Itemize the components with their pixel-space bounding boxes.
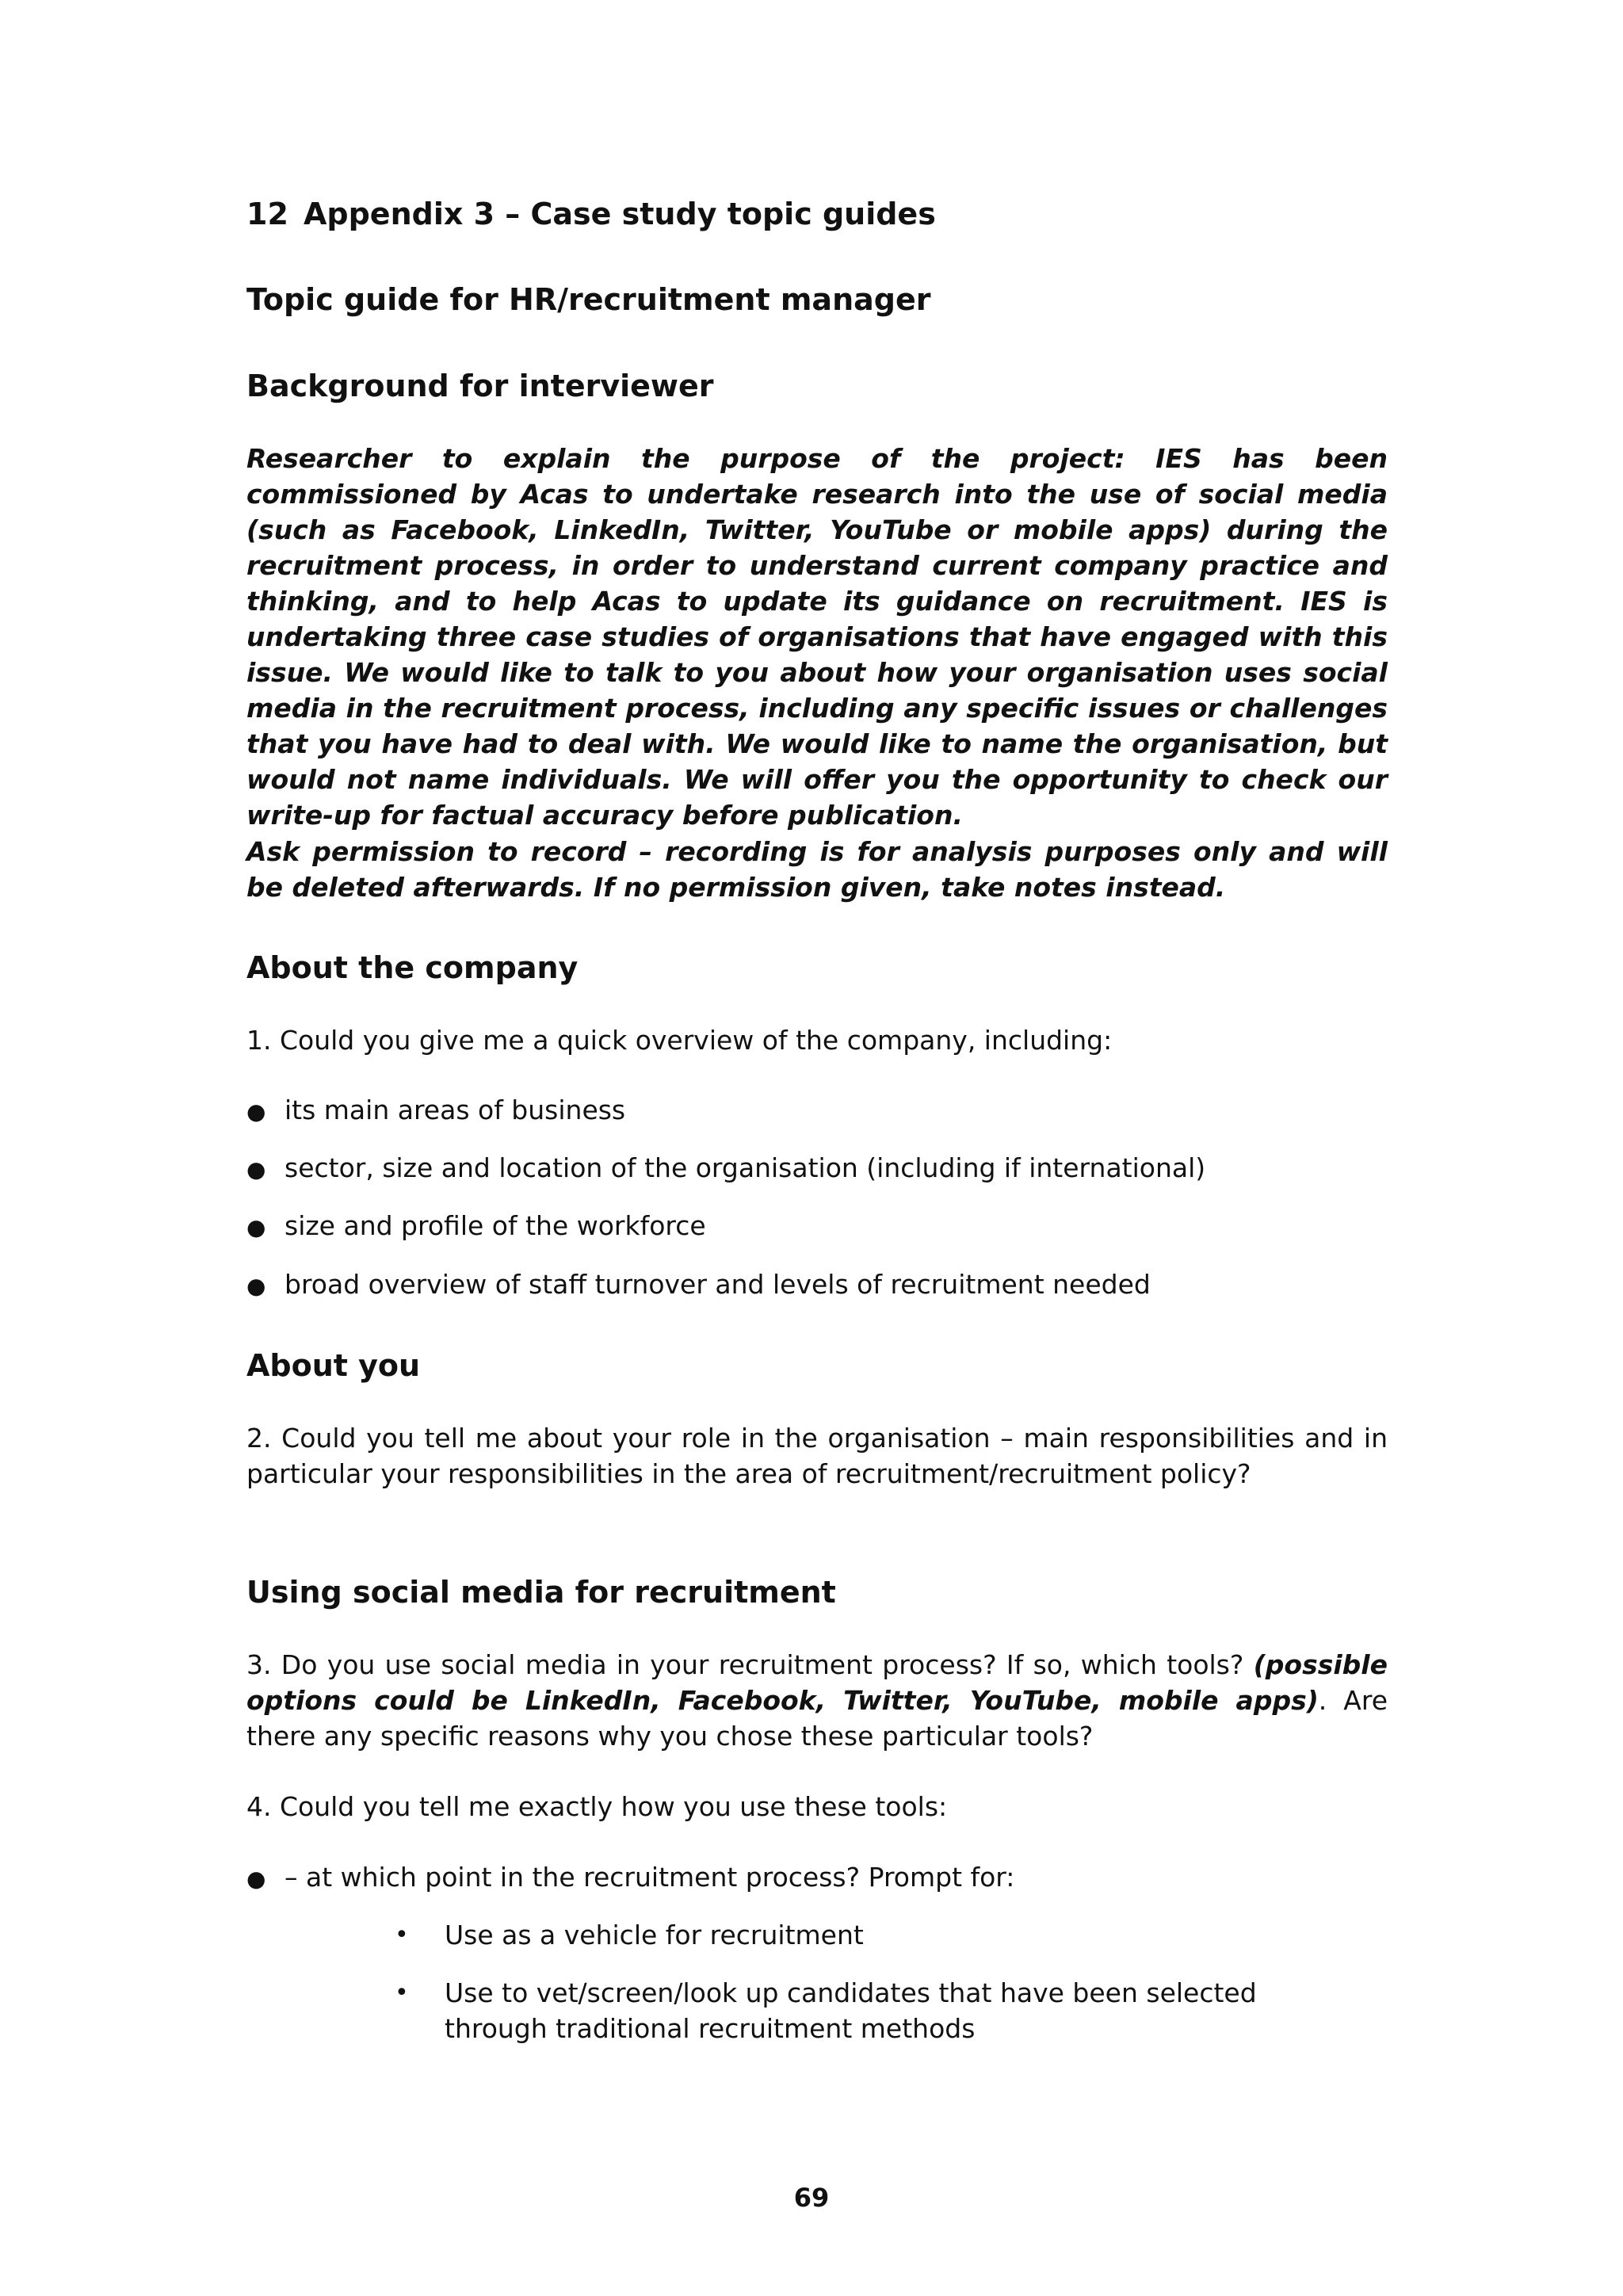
bullet-icon: ● (246, 1098, 266, 1125)
list-item: ● sector, size and location of the organisation (including if international) (246, 1150, 1388, 1187)
bullet-icon: ● (246, 1214, 266, 1240)
sub-bullet-icon: • (395, 1921, 409, 1949)
tool-options: (possible options could be LinkedIn, Facebook, Twitter, YouTube, mobile apps) (246, 1649, 1388, 1716)
question-1: 1. Could you give me a quick overview of the company, including: (246, 1025, 1113, 1056)
bullet-icon: ● (246, 1273, 266, 1299)
question-2: 2. Could you tell me about your role in the organisation – main responsibilities and in particular your responsibilities in the area of recruitment/recruitment policy? (246, 1423, 1388, 1489)
list-item: ● size and profile of the workforce (246, 1208, 1388, 1245)
list-item: ● – at which point in the recruitment process? Prompt for: (246, 1859, 1388, 1897)
background-heading: Background for interviewer (246, 369, 714, 403)
section-number: 12 (246, 197, 288, 231)
topic-guide-heading: Topic guide for HR/recruitment manager (246, 282, 931, 317)
bullet-icon: ● (246, 1866, 266, 1892)
question-3: 3. Do you use social media in your recruitment process? If so, which tools? (possible options could be LinkedIn, Facebook, Twitter, YouTube, mobile apps). Are there any specific reasons why you chose these particular tools? (246, 1649, 1388, 1752)
section-heading (246, 197, 936, 231)
section-title: Appendix 3 – Case study topic guides (304, 197, 936, 231)
social-media-heading: Using social media for recruitment (246, 1575, 836, 1610)
question-4: 4. Could you tell me exactly how you use these tools: (246, 1791, 948, 1822)
permission-paragraph: Ask permission to record – recording is for analysis purposes only and will be deleted afterwards. If no permission given, take notes instead. (246, 836, 1388, 903)
sub-list-item: • Use as a vehicle for recruitment (395, 1917, 1388, 1953)
bullet-icon: ● (246, 1156, 266, 1182)
about-you-heading: About you (246, 1348, 421, 1383)
background-intro-paragraph: Researcher to explain the purpose of the project: IES has been commissioned by Acas to undertake research into the use of social media (such as Facebook, LinkedIn, Twitter, YouTube or mobile apps) during the recruitment process, in order to understand current company practice and thinking, and to help Acas to update its guidance on recruitment. IES is undertaking three case studies of organisations that have engaged with this issue. We would like to talk to you about how your organisation uses social media in the recruitment process, including any specific issues or challenges that you have had to deal with. We would like to name the organisation, but would not name individuals. We will offer you the opportunity to check our write-up for factual accuracy before publication. (246, 443, 1388, 831)
list-item: ● its main areas of business (246, 1092, 1388, 1129)
page-number: 69 (793, 2183, 830, 2213)
about-company-heading: About the company (246, 950, 579, 985)
sub-list-item: • Use to vet/screen/look up candidates that have been selected through traditional recruitment methods (395, 1975, 1388, 2046)
sub-bullet-icon: • (395, 1979, 409, 2007)
list-item: ● broad overview of staff turnover and levels of recruitment needed (246, 1266, 1388, 1304)
